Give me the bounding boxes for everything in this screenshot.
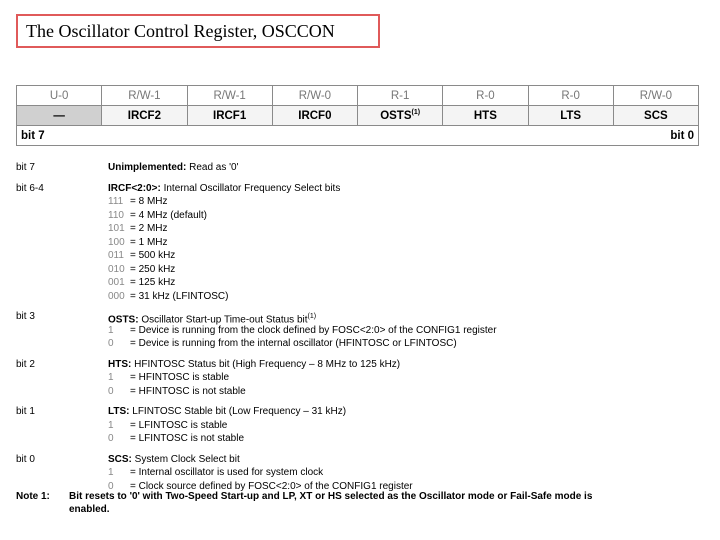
value-code: 010 xyxy=(108,263,125,275)
value-code: 111 xyxy=(108,196,124,207)
field-name: LTS: xyxy=(108,406,130,417)
value-row xyxy=(16,324,706,338)
access-cell: R/W-1 xyxy=(187,86,272,106)
bit-name-cell: IRCF0 xyxy=(272,106,357,126)
value-row xyxy=(16,466,706,480)
value-text: = 4 MHz (default) xyxy=(130,209,207,221)
value-row xyxy=(16,222,706,236)
bit-name-text: OSTS xyxy=(380,109,412,122)
footnote-marker: (1) xyxy=(411,109,421,117)
value-row xyxy=(16,371,706,385)
value-code: 1 xyxy=(108,324,114,336)
value-row xyxy=(16,249,706,263)
bit-name-cell: IRCF2 xyxy=(102,106,187,126)
bit-label: bit 1 xyxy=(16,406,35,417)
access-cell: R/W-0 xyxy=(272,86,357,106)
field-name: Unimplemented: xyxy=(108,162,187,173)
value-text: = 31 kHz (LFINTOSC) xyxy=(130,290,229,302)
value-text: = 2 MHz xyxy=(130,223,168,234)
value-row xyxy=(16,263,706,277)
bit-description xyxy=(108,453,240,467)
field-desc: LFINTOSC Stable bit (Low Frequency – 31 kHz) xyxy=(129,406,347,417)
bit-description xyxy=(108,358,400,372)
access-cell: R-1 xyxy=(358,86,443,106)
value-code: 100 xyxy=(108,236,125,248)
field-name: SCS: xyxy=(108,453,132,465)
value-row xyxy=(16,432,706,446)
value-text: = 8 MHz xyxy=(130,196,168,207)
value-text: = HFINTOSC is stable xyxy=(130,372,230,383)
bit3-row xyxy=(16,310,706,324)
access-row xyxy=(17,86,699,106)
bit-label: bit 2 xyxy=(16,358,35,370)
field-desc: Internal Oscillator Frequency Select bits xyxy=(160,182,341,194)
value-row xyxy=(16,276,706,290)
field-desc: System Clock Select bit xyxy=(131,453,240,465)
bit0-row xyxy=(16,453,706,467)
bit-label: bit 6-4 xyxy=(16,182,44,194)
value-code: 110 xyxy=(108,209,124,221)
bit-name-cell-osts xyxy=(358,106,443,126)
value-text: = Clock source defined by FOSC<2:0> of the CONFIG1 register xyxy=(130,480,413,492)
value-text: = Device is running from the clock defined by FOSC<2:0> of the CONFIG1 register xyxy=(130,324,497,336)
bit-label: bit 3 xyxy=(16,311,35,322)
register-table xyxy=(16,85,699,146)
field-desc: HFINTOSC Status bit (High Frequency – 8 MHz to 125 kHz) xyxy=(131,358,401,370)
value-code: 011 xyxy=(108,250,124,261)
value-code: 1 xyxy=(108,372,114,383)
value-code: 0 xyxy=(108,433,114,444)
value-code: 0 xyxy=(108,338,114,349)
value-text: = Device is running from the internal oscillator (HFINTOSC or LFINTOSC) xyxy=(130,338,457,349)
footnote-marker: (1) xyxy=(307,313,317,320)
note-text: Bit resets to '0' with Two-Speed Start-up and LP, XT or HS selected as the Oscillator mode or Fail-Safe mode is enabled. xyxy=(69,491,593,515)
value-row xyxy=(16,195,706,209)
access-cell: R/W-1 xyxy=(102,86,187,106)
bit-name-cell: IRCF1 xyxy=(187,106,272,126)
bit-name-cell: LTS xyxy=(528,106,613,126)
access-cell: R-0 xyxy=(528,86,613,106)
value-text: = LFINTOSC is not stable xyxy=(130,433,245,444)
access-cell: R-0 xyxy=(443,86,528,106)
bit7-row xyxy=(16,161,706,175)
access-cell: R/W-0 xyxy=(613,86,698,106)
value-text: = Internal oscillator is used for system clock xyxy=(130,467,324,478)
value-text: = 250 kHz xyxy=(130,263,176,275)
bit-description xyxy=(108,182,340,196)
value-code: 1 xyxy=(108,419,114,431)
value-code: 0 xyxy=(108,480,114,492)
bit2-row xyxy=(16,358,706,372)
value-text: = 1 MHz xyxy=(130,236,168,248)
bit1-row xyxy=(16,405,706,419)
bit64-row xyxy=(16,182,706,196)
bit-left-label: bit 7 xyxy=(17,126,358,146)
note-label: Note 1: xyxy=(16,491,50,502)
value-code: 001 xyxy=(108,277,125,288)
value-code: 1 xyxy=(108,467,114,478)
bit-label: bit 0 xyxy=(16,453,35,465)
value-row xyxy=(16,209,706,223)
bit-right-label: bit 0 xyxy=(358,126,699,146)
bit-position-row xyxy=(17,126,699,146)
bit-name-cell: SCS xyxy=(613,106,698,126)
bit-description xyxy=(108,405,346,419)
field-name: IRCF<2:0>: xyxy=(108,182,161,194)
value-text: = LFINTOSC is stable xyxy=(130,419,228,431)
bit-name-cell: HTS xyxy=(443,106,528,126)
page-title: The Oscillator Control Register, OSCCON xyxy=(16,14,380,48)
value-row xyxy=(16,337,706,351)
value-row xyxy=(16,385,706,399)
value-code: 0 xyxy=(108,385,114,397)
field-desc: Oscillator Start-up Time-out Status bit xyxy=(138,314,308,326)
bit-label: bit 7 xyxy=(16,162,35,173)
value-row xyxy=(16,419,706,433)
bit-descriptions xyxy=(16,161,706,493)
value-code: 000 xyxy=(108,290,125,302)
value-row xyxy=(16,236,706,250)
field-desc: Read as '0' xyxy=(186,162,239,173)
value-code: 101 xyxy=(108,223,125,234)
field-name: OSTS: xyxy=(108,314,139,326)
field-name: HTS: xyxy=(108,358,132,370)
bit-description xyxy=(108,161,239,175)
access-cell: U-0 xyxy=(17,86,102,106)
value-text: = 500 kHz xyxy=(130,250,176,261)
value-text: = 125 kHz xyxy=(130,277,176,288)
bit-name-cell: — xyxy=(17,106,102,126)
value-text: = HFINTOSC is not stable xyxy=(130,385,246,397)
bit-name-row xyxy=(17,106,699,126)
value-row xyxy=(16,290,706,304)
